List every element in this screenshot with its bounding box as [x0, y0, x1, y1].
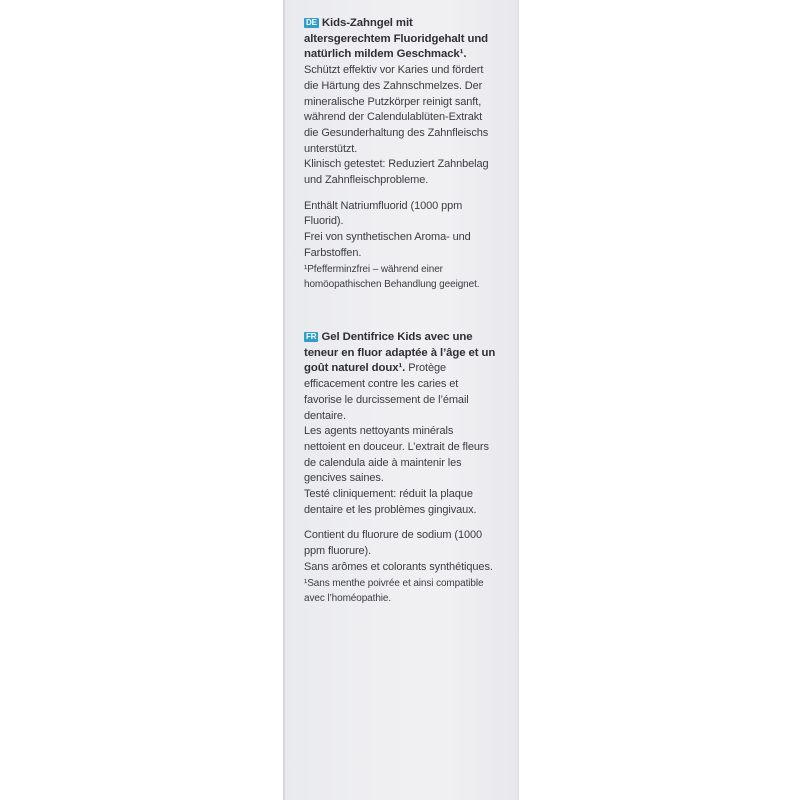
- de-free-of: Frei von synthetischen Aroma- und Farbstoffen.: [304, 231, 471, 259]
- german-section: [304, 16, 496, 292]
- de-clinical-claim: Klinisch getestet: Reduziert Zahnbelag und Zahnfleischprobleme.: [304, 158, 489, 187]
- de-body-text: Schützt effektiv vor Karies und fördert die Härtung des Zahnschmelzes. Der mineralische Putzkörper reinigt sanft, während der Calendulablüten-Extrakt die Gesunderhaltung des Zahnfleischs unterstützt.: [304, 64, 489, 155]
- fr-language-badge: FR: [306, 332, 317, 341]
- fr-footnote: ¹Sans menthe poivrée et ainsi compatible avec l’homéopathie.: [304, 577, 484, 604]
- de-language-badge: DE: [306, 18, 317, 27]
- de-fluoride-content: Enthält Natriumfluorid (1000 ppm Fluorid).: [304, 199, 463, 228]
- fr-free-of: Sans arômes et colorants synthétiques.: [304, 560, 493, 573]
- fr-body-text: Protège efficacement contre les caries et favorise le durcissement de l’émail dentaire.: [304, 362, 469, 422]
- fr-cleaning-text: Les agents nettoyants minérals nettoient en douceur. L’extrait de fleurs de calendula aide à maintenir les gencives saines.: [304, 425, 489, 485]
- de-headline: Kids-Zahngel mit altersgerechtem Fluoridgehalt und natürlich mildem Geschmack¹.: [304, 17, 489, 61]
- panel-right-edge: [517, 0, 519, 800]
- de-footnote: ¹Pfefferminzfrei – während einer homöopathischen Behandlung geeignet.: [304, 263, 480, 290]
- french-section: [304, 330, 496, 606]
- fr-headline: Gel Dentifrice Kids avec une teneur en fluor adaptée à l’âge et un goût naturel doux¹.: [304, 331, 496, 375]
- fr-clinical-claim: Testé cliniquement: réduit la plaque dentaire et les problèmes gingivaux.: [304, 488, 477, 516]
- panel-left-edge: [283, 0, 285, 800]
- fr-fluoride-content: Contient du fluorure de sodium (1000 ppm fluorure).: [304, 529, 483, 558]
